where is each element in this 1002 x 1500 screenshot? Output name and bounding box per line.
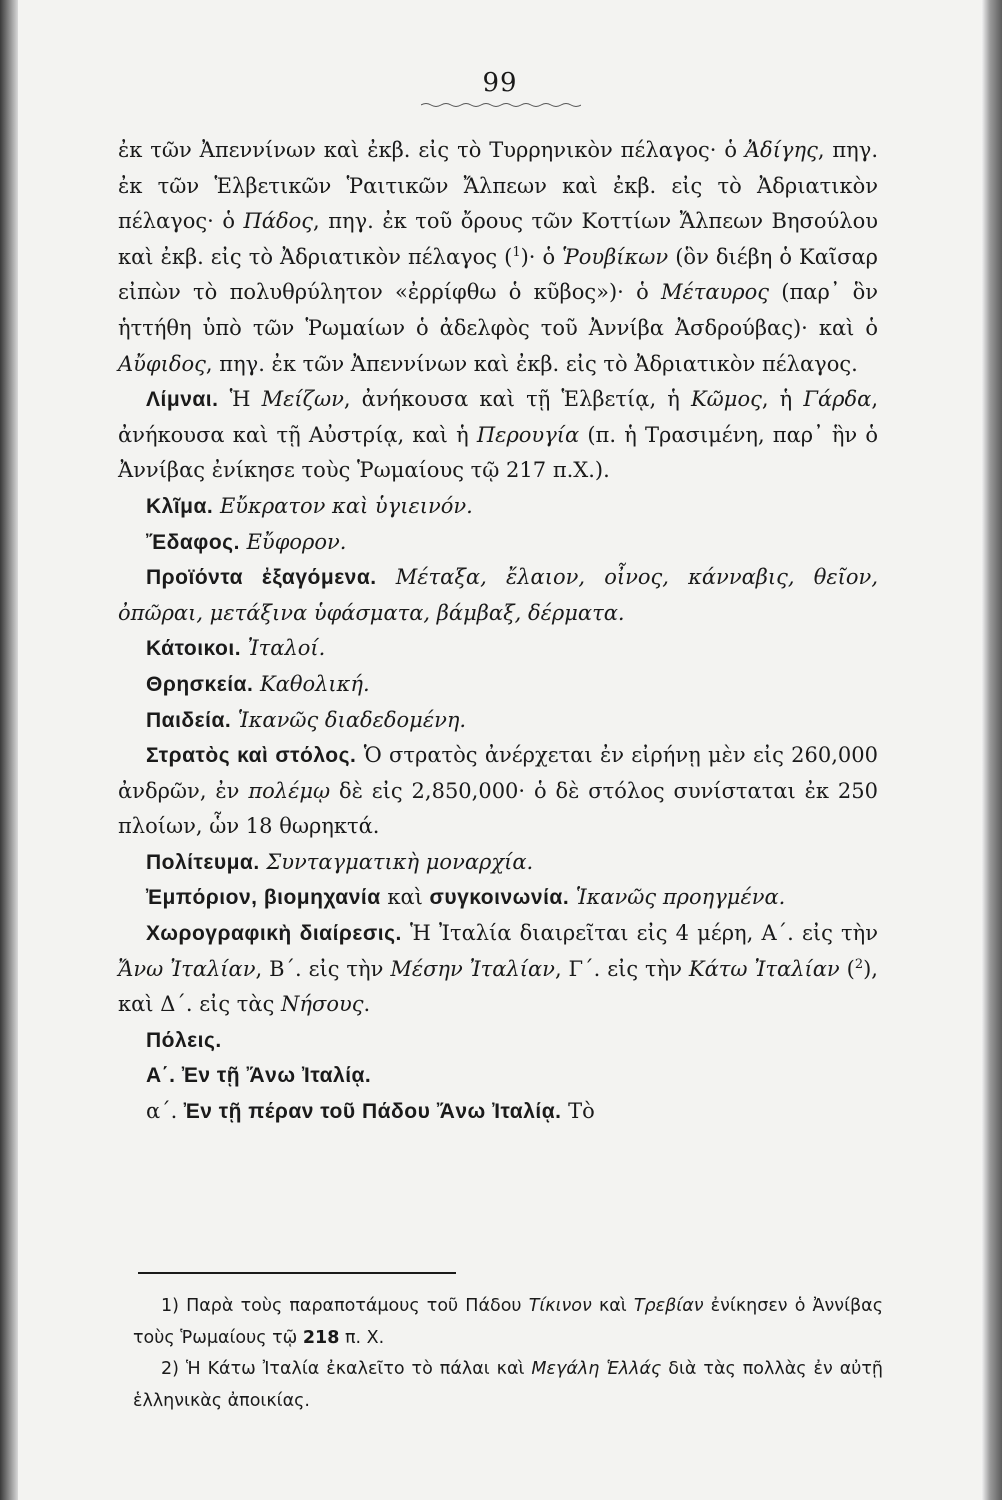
section-a-heading: Α΄. Ἐν τῇ Ἄνω Ἰταλίᾳ.: [146, 1064, 372, 1088]
division-heading: Χωρογραφικὴ διαίρεσις.: [146, 922, 402, 946]
page-edge-shadow: [982, 0, 1002, 1500]
inhabitants-paragraph: Κάτοικοι. Ἰταλοί.: [146, 636, 326, 661]
soil-paragraph: Ἔδαφος. Εὔφορον.: [146, 529, 347, 554]
book-page: [18, 0, 982, 1500]
soil-heading: Ἔδαφος.: [146, 530, 240, 554]
cities-heading: Πόλεις.: [146, 1028, 222, 1052]
lakes-paragraph: Λίμναι. Ἡ Μείζων, ἀνήκουσα καὶ τῇ Ἑλβετίᾳ, ἡ Κῶμος, ἡ Γάρδα, ἀνήκουσα καὶ τῇ Αὐστρίᾳ, καὶ ἡ Περουγία (π. ἡ Τρασιμένη, παρ᾽ ἣν ὁ Ἀννίβας ἐνίκησε τοὺς Ῥωμαίους τῷ 217 π.Χ.).: [118, 387, 879, 483]
rivers-paragraph: ἐκ τῶν Ἀπεννίνων καὶ ἐκβ. εἰς τὸ Τυρρηνικὸν πέλαγος· ὁ Ἀδίγης, πηγ. ἐκ τῶν Ἑλβετικῶν Ῥαιτικῶν Ἄλπεων καὶ ἐκβ. εἰς τὸ Ἀδριατικὸν πέλαγος· ὁ Πάδος, πηγ. ἐκ τοῦ ὄρους τῶν Κοττίων Ἄλπεων Βησούλου καὶ ἐκβ. εἰς τὸ Ἀδριατικὸν πέλαγος ($^1$)· ὁ Ῥουβίκων (ὃν διέβη ὁ Καῖσαρ εἰπὼν τὸ πολυθρύλητον «ἐρρίφθω ὁ κῦβος»)· ὁ Μέταυρος (παρ᾽ ὃν ἡττήθη ὑπὸ τῶν Ῥωμαίων ὁ ἀδελφὸς τοῦ Ἀννίβα Ἀσδρούβας)· καὶ ὁ Αὔφιδος, πηγ. ἐκ τῶν Ἀπεννίνων καὶ ἐκβ. εἰς τὸ Ἀδριατικὸν πέλαγος.: [118, 138, 878, 376]
exports-paragraph: Προϊόντα ἐξαγόμενα. Μέταξα, ἔλαιον, οἶνος, κάνναβις, θεῖον, ὀπῶραι, μετάξινα ὑφάσματα, βάμβαξ, δέρματα.: [118, 565, 878, 625]
subsection-a-line: α΄. Ἐν τῇ πέραν τοῦ Πάδου Ἄνω Ἰταλίᾳ. Τὸ: [146, 1099, 595, 1124]
page-number: 99: [482, 68, 518, 98]
education-heading: Παιδεία.: [146, 708, 232, 732]
climate-paragraph: Κλῖμα. Εὔκρατον καὶ ὑγιεινόν.: [146, 493, 473, 518]
footnote-divider: [138, 1272, 456, 1274]
religion-paragraph: Θρησκεία. Καθολική.: [146, 671, 370, 696]
religion-heading: Θρησκεία.: [146, 672, 254, 696]
army-navy-heading: Στρατὸς καὶ στόλος.: [146, 744, 357, 768]
army-navy-paragraph: Στρατὸς καὶ στόλος. Ὁ στρατὸς ἀνέρχεται ἐν εἰρήνῃ μὲν εἰς 260,000 ἀνδρῶν, ἐν πολέμῳ δὲ εἰς 2,850,000· ὁ δὲ στόλος συνίσταται ἐκ 250 πλοίων, ὧν 18 θωρηκτά.: [118, 743, 879, 839]
division-paragraph: Χωρογραφικὴ διαίρεσις. Ἡ Ἰταλία διαιρεῖται εἰς 4 μέρη, Α΄. εἰς τὴν Ἄνω Ἰταλίαν, Β΄. εἰς τὴν Μέσην Ἰταλίαν, Γ΄. εἰς τὴν Κάτω Ἰταλίαν ($^2$), καὶ Δ΄. εἰς τὰς Νήσους.: [118, 921, 878, 1017]
government-paragraph: Πολίτευμα. Συνταγματικὴ μοναρχία.: [146, 849, 534, 874]
commerce-heading: Ἐμπόριον, βιομηχανία: [146, 886, 381, 910]
inhabitants-heading: Κάτοικοι.: [146, 637, 242, 661]
body-text: [118, 133, 878, 1130]
commerce-paragraph: Ἐμπόριον, βιομηχανία καὶ συγκοινωνία. Ἱκανῶς προηγμένα.: [146, 885, 786, 910]
footnote-ref-1[interactable]: 1: [512, 244, 521, 260]
section-a-line: [118, 1058, 878, 1094]
footnote-ref-2[interactable]: 2: [854, 956, 864, 972]
government-heading: Πολίτευμα.: [146, 850, 260, 874]
education-paragraph: Παιδεία. Ἱκανῶς διαδεδομένη.: [146, 707, 467, 732]
climate-heading: Κλῖμα.: [146, 494, 214, 518]
footnote-1: 1) Παρὰ τοὺς παραποτάμους τοῦ Πάδου Τίκινον καὶ Τρεβίαν ἐνίκησεν ὁ Ἀννίβας τοὺς Ῥωμαίους τῷ 218 π. Χ.: [133, 1296, 883, 1348]
cities-heading-line: [118, 1023, 878, 1059]
exports-heading: Προϊόντα ἐξαγόμενα.: [146, 566, 377, 590]
lakes-heading: Λίμναι.: [146, 388, 219, 412]
wavy-rule-ornament: [421, 102, 581, 108]
subsection-a-heading: Ἐν τῇ πέραν τοῦ Πάδου Ἄνω Ἰταλίᾳ.: [177, 1100, 562, 1124]
footnotes: [133, 1291, 883, 1417]
footnote-2: 2) Ἡ Κάτω Ἰταλία ἐκαλεῖτο τὸ πάλαι καὶ Μεγάλη Ἑλλάς διὰ τὰς πολλὰς ἐν αὐτῇ ἑλληνικὰς ἀποικίας.: [133, 1359, 884, 1411]
